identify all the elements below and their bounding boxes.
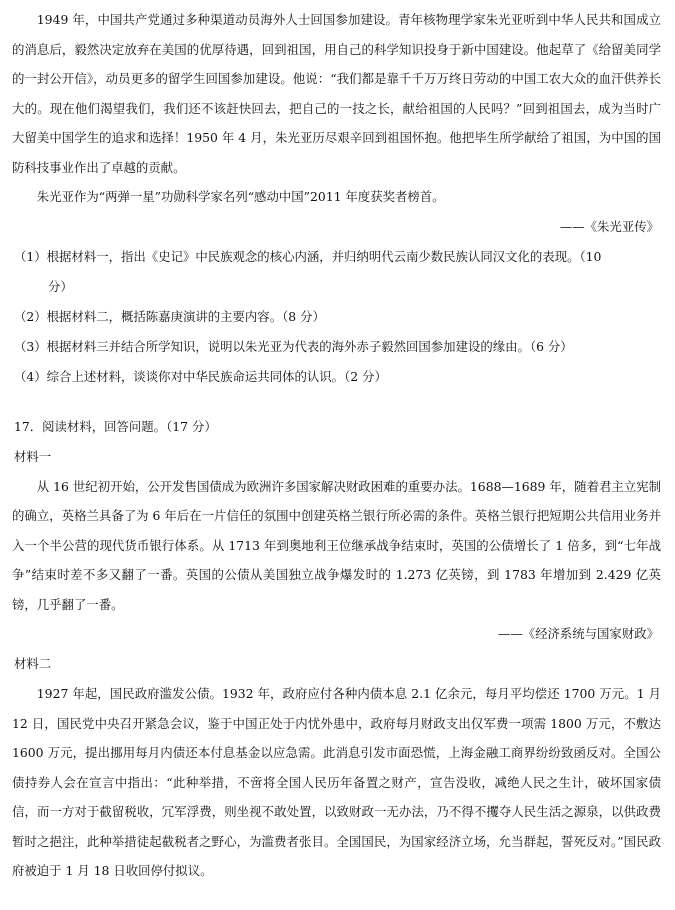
section-gap <box>12 392 661 412</box>
question-item <box>12 302 661 332</box>
question-text: （2）根据材料二，概括陈嘉庚演讲的主要内容。（8 分） <box>14 308 325 324</box>
question-item <box>12 362 661 392</box>
question-text: （1）根据材料一，指出《史记》中民族观念的核心内涵，并归纳明代云南少数民族认同汉文化的表现。（10 <box>14 248 602 264</box>
material-1-source: ——《经济系统与国家财政》 <box>497 626 659 641</box>
question-item <box>12 242 661 302</box>
material-1-label: 材料一 <box>14 448 52 464</box>
question-item <box>12 332 661 362</box>
material3-paragraph-2: 朱光亚作为“两弹一星”功勋科学家名列“感动中国”2011 年度获奖者榜首。 <box>36 189 445 204</box>
question-text: （3）根据材料三并结合所学知识，说明以朱光亚为代表的海外赤子毅然回国参加建设的缘由。（6 分） <box>14 338 573 354</box>
material3-paragraph-1: 1949 年，中国共产党通过多种渠道动员海外人士回国参加建设。青年核物理学家朱光亚听到中华人民共和国成立的消息后，毅然决定放弃在美国的优厚待遇，回到祖国，用自己的科学知识投身于新中国建设。他起草了《给留美同学的一封公开信》，动员更多的留学生回国参加建设。他说：“我们都是靠千千万万终日劳动的中国工农大众的血汗供养长大的。现在他们渴望我们，我们还不该赶快回去，把自己的一技之长，献给祖国的人民吗？”回到祖国去，成为当时广大留美中国学生的追求和选择！1950 年 4 月，朱光亚历尽艰辛回到祖国怀抱。他把毕生所学献给了祖国，为中国的国防科技事业作出了卓越的贡献。 <box>12 12 661 175</box>
material3-source: ——《朱光亚传》 <box>559 218 659 234</box>
question-text-continued: 分） <box>48 278 73 294</box>
question-17-heading: 17．阅读材料，回答问题。（17 分） <box>14 418 217 434</box>
material-1-text: 从 16 世纪初开始，公开发售国债成为欧洲许多国家解决财政困难的重要办法。1688—1689 年，随着君主立宪制的确立，英格兰具备了为 6 年后在一片信任的氛围中创建英格兰银行所必需的条件。英格兰银行把短期公共信用业务并入一个半公营的现代货币银行体系。从 1713 年到奥地利王位继承战争结束时，英国的公债增长了 1 倍多，到“七年战争”结束时差不多又翻了一番。英国的公债从美国独立战争爆发时的 1.273 亿英镑，到 1783 年增加到 2.429 亿英镑，几乎翻了一番。 <box>12 478 661 612</box>
question-list-16 <box>12 242 661 392</box>
question-text: （4）综合上述材料，谈谈你对中华民族命运共同体的认识。（2 分） <box>14 368 387 384</box>
material-2-text: 1927 年起，国民政府滥发公债。1932 年，政府应付各种内债本息 2.1 亿余元，每月平均偿还 1700 万元。1 月 12 日，国民党中央召开紧急会议，鉴于中国正处于内忧外患中，政府每月财政支出仅军费一项需 1800 万元，不敷达 1600 万元，提出挪用每月内债还本付息基金以应急需。此消息引发市面恐慌，上海金融工商界纷纷致函反对。全国公债持券人会在宣言中指出：“此种举措，不啻将全国人民历年备置之财产，宣告没收，减绝人民之生计，破坏国家债信，而一方对于截留税收，冗军浮费，则坐视不敢处置，以致财政一无办法，乃不得不攫夺人民生活之源泉，以供政费暂时之挹注，此种举措徒起截税者之野心，为滥费者张目。全国国民，为国家经济立场，允当群起，誓死反对。”国民政府被迫于 1 月 18 日收回停付拟议。 <box>12 686 661 878</box>
material-2-label: 材料二 <box>14 656 52 671</box>
